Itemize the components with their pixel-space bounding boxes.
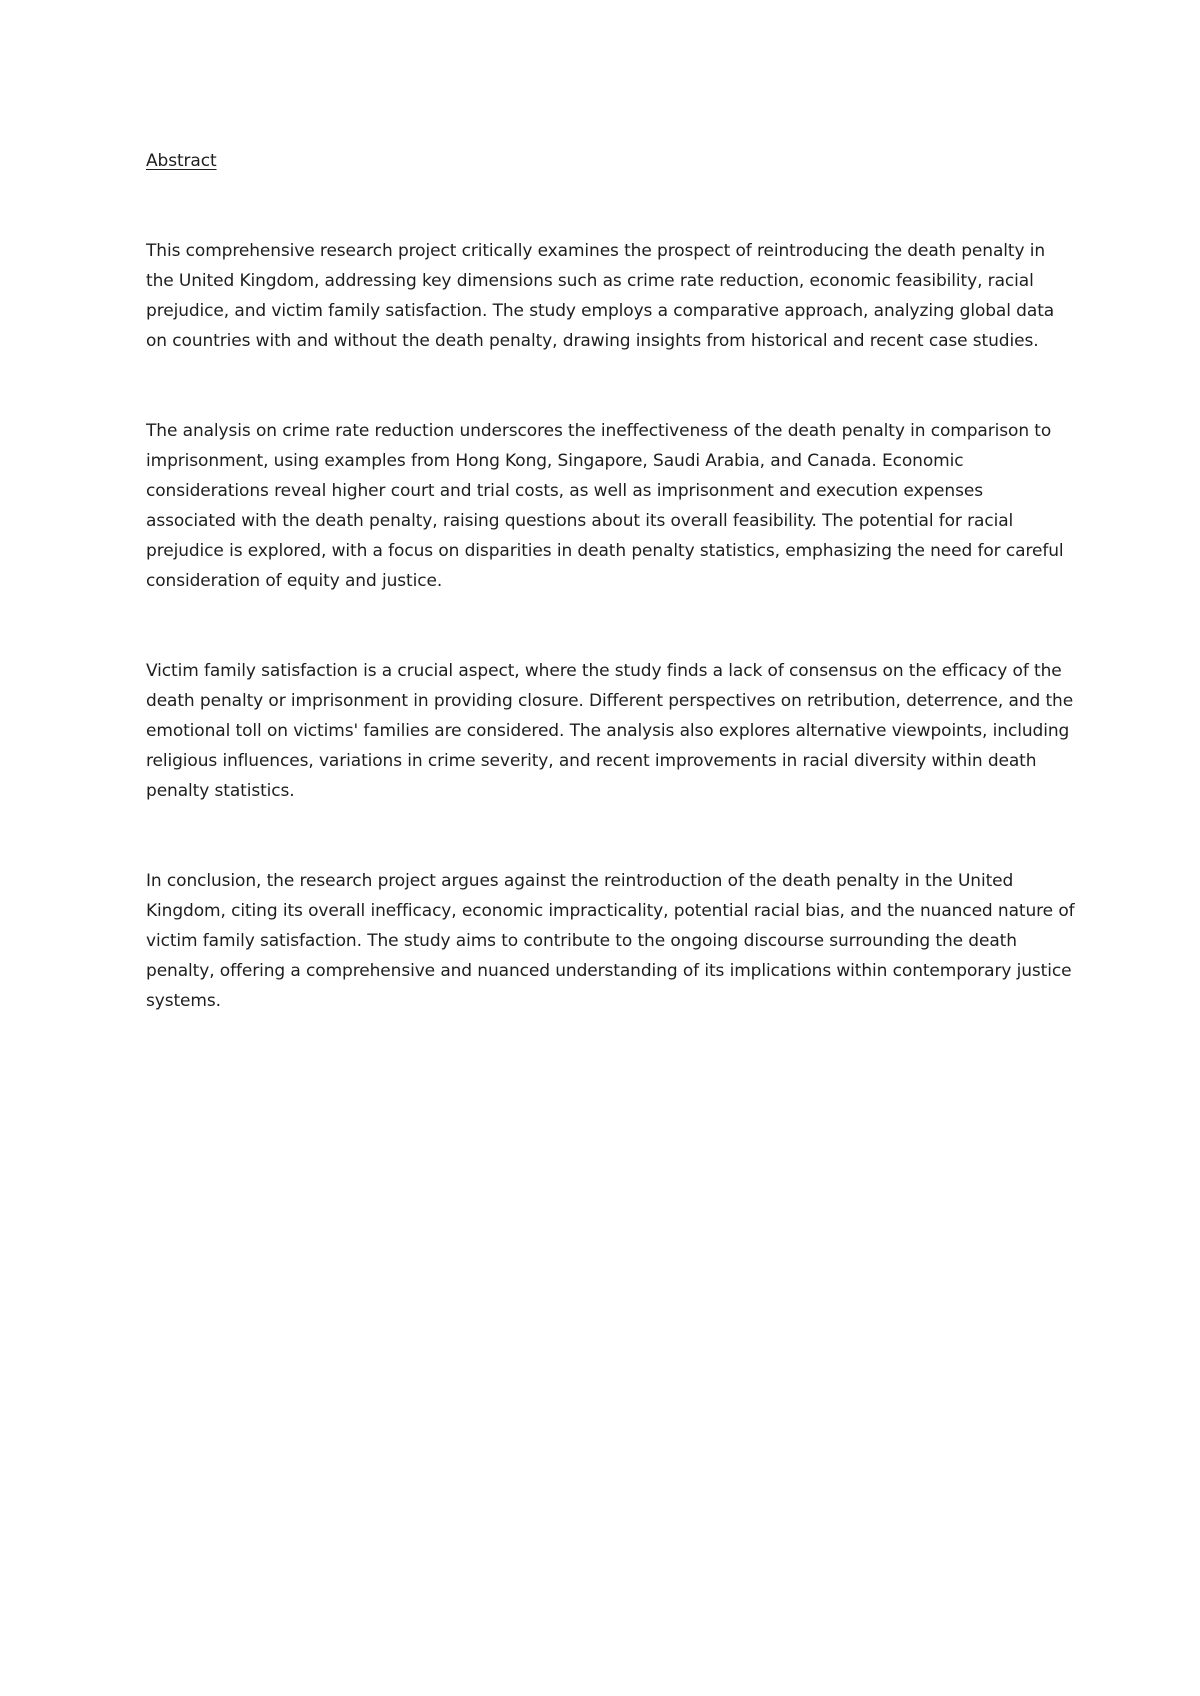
abstract-heading: Abstract [146,151,217,171]
paragraph-victim-family: Victim family satisfaction is a crucial aspect, where the study finds a lack of consensus on the efficacy of the death penalty or imprisonment in providing closure. Different perspectives on retribution, deterrence, and the emotional toll on victims' families are considered. The analysis also explores alternative viewpoints, including religious influences, variations in crime severity, and recent improvements in racial diversity within death penalty statistics. [146,661,1074,801]
paragraph-introduction: This comprehensive research project critically examines the prospect of reintroducing the death penalty in the United Kingdom, addressing key dimensions such as crime rate reduction, economic feasibility, racial prejudice, and victim family satisfaction. The study employs a comparative approach, analyzing global data on countries with and without the death penalty, drawing insights from historical and recent case studies. [146,241,1055,351]
document-body [146,146,1076,1016]
paragraph-conclusion: In conclusion, the research project argues against the reintroduction of the death penalty in the United Kingdom, citing its overall inefficacy, economic impracticality, potential racial bias, and the nuanced nature of victim family satisfaction. The study aims to contribute to the ongoing discourse surrounding the death penalty, offering a comprehensive and nuanced understanding of its implications within contemporary justice systems. [146,871,1075,1011]
paragraph-analysis: The analysis on crime rate reduction underscores the ineffectiveness of the death penalty in comparison to imprisonment, using examples from Hong Kong, Singapore, Saudi Arabia, and Canada. Economic considerations reveal higher court and trial costs, as well as imprisonment and execution expenses associated with the death penalty, raising questions about its overall feasibility. The potential for racial prejudice is explored, with a focus on disparities in death penalty statistics, emphasizing the need for careful consideration of equity and justice. [146,421,1064,591]
